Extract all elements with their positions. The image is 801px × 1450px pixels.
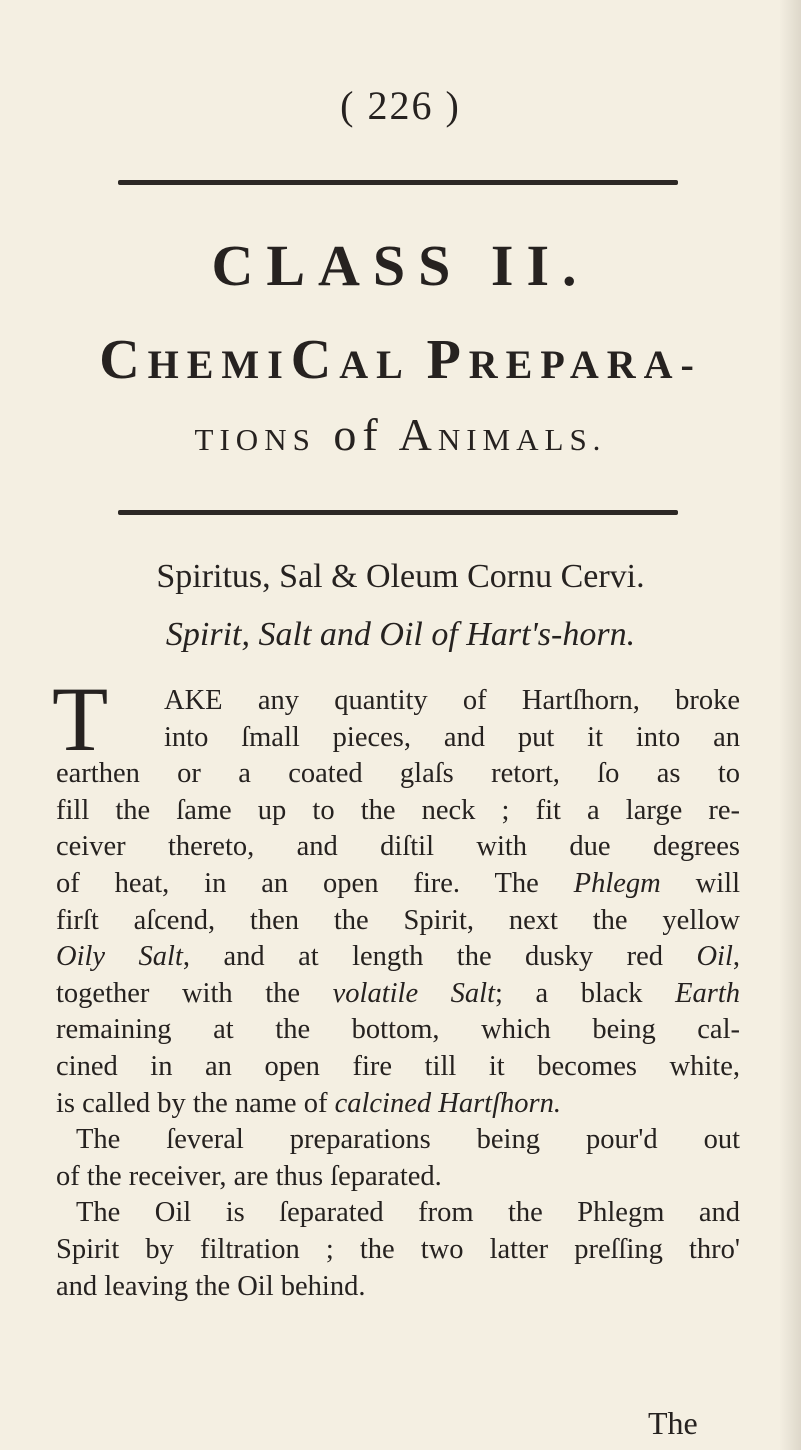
section-title-line-1	[0, 328, 801, 392]
drop-cap: T	[52, 668, 109, 770]
text-line: cined in an open fire till it becomes white,	[56, 1050, 740, 1082]
text-line	[56, 1086, 740, 1123]
title-word-of: of	[315, 409, 399, 460]
italic-span: Earth	[675, 977, 740, 1009]
recipe-body	[52, 668, 740, 1305]
text-span: of heat, in an open fire. The	[56, 867, 574, 899]
text-line: Spirit by filtration ; the two latter preſſing thro'	[56, 1233, 740, 1265]
title-initial-p: P	[426, 329, 469, 391]
text-line: AKE any quantity of Hartſhorn, broke	[164, 685, 740, 716]
top-rule	[118, 180, 678, 185]
title-smallcaps-tions: TIONS	[194, 422, 316, 457]
text-line: firſt aſcend, then the Spirit, next the yellow	[56, 904, 740, 936]
bottom-rule	[118, 510, 678, 515]
text-span: ; a black	[495, 977, 676, 1009]
text-line	[56, 866, 740, 903]
text-line: The ſeveral preparations being pour'd out	[76, 1124, 740, 1156]
text-line	[56, 976, 740, 1013]
text-line: ceiver thereto, and diſtil with due degrees	[56, 831, 740, 863]
text-line: earthen or a coated glaſs retort, ſo as to	[56, 758, 740, 790]
italic-span: Oil	[696, 941, 733, 973]
italic-span: Phlegm	[573, 867, 661, 899]
title-smallcaps-repara: REPARA-	[468, 342, 702, 387]
catchword: The	[648, 1405, 698, 1441]
text-line: of the receiver, are thus ſeparated.	[56, 1160, 442, 1192]
recipe-english-title: Spirit, Salt and Oil of Hart's-horn.	[165, 616, 636, 653]
text-line: The Oil is ſeparated from the Phlegm and	[76, 1197, 740, 1229]
text-line	[56, 939, 740, 976]
page-number: ( 226 )	[340, 83, 461, 128]
italic-span: volatile Salt	[332, 977, 496, 1009]
recipe-latin-title: Spiritus, Sal & Oleum Cornu Cervi.	[156, 558, 645, 595]
text-line: and leaving the Oil behind.	[56, 1270, 366, 1302]
text-span: , and at length the dusky red	[182, 941, 697, 973]
title-capital-c: C	[290, 329, 340, 391]
class-heading: CLASS II.	[211, 233, 590, 298]
title-smallcaps-hemi: HEMI	[147, 342, 291, 387]
text-span: ,	[732, 941, 740, 973]
italic-span: Oily Salt	[56, 941, 183, 973]
page-edge-shadow	[779, 0, 801, 1450]
text-line: fill the ſame up to the neck ; fit a large re-	[56, 794, 740, 826]
text-span: together with the	[56, 977, 333, 1009]
italic-span: calcined Hartſhorn.	[334, 1087, 561, 1119]
section-title-line-2	[0, 408, 801, 461]
title-smallcaps-al: AL	[339, 342, 427, 387]
text-span: will	[660, 867, 740, 899]
text-span: is called by the name of	[56, 1087, 335, 1119]
title-initial-c: C	[99, 329, 148, 391]
title-smallcaps-nimals: NIMALS.	[437, 422, 607, 457]
text-line: remaining at the bottom, which being cal-	[56, 1014, 740, 1046]
text-line: into ſmall pieces, and put it into an	[164, 721, 740, 753]
title-initial-a: A	[398, 409, 438, 460]
